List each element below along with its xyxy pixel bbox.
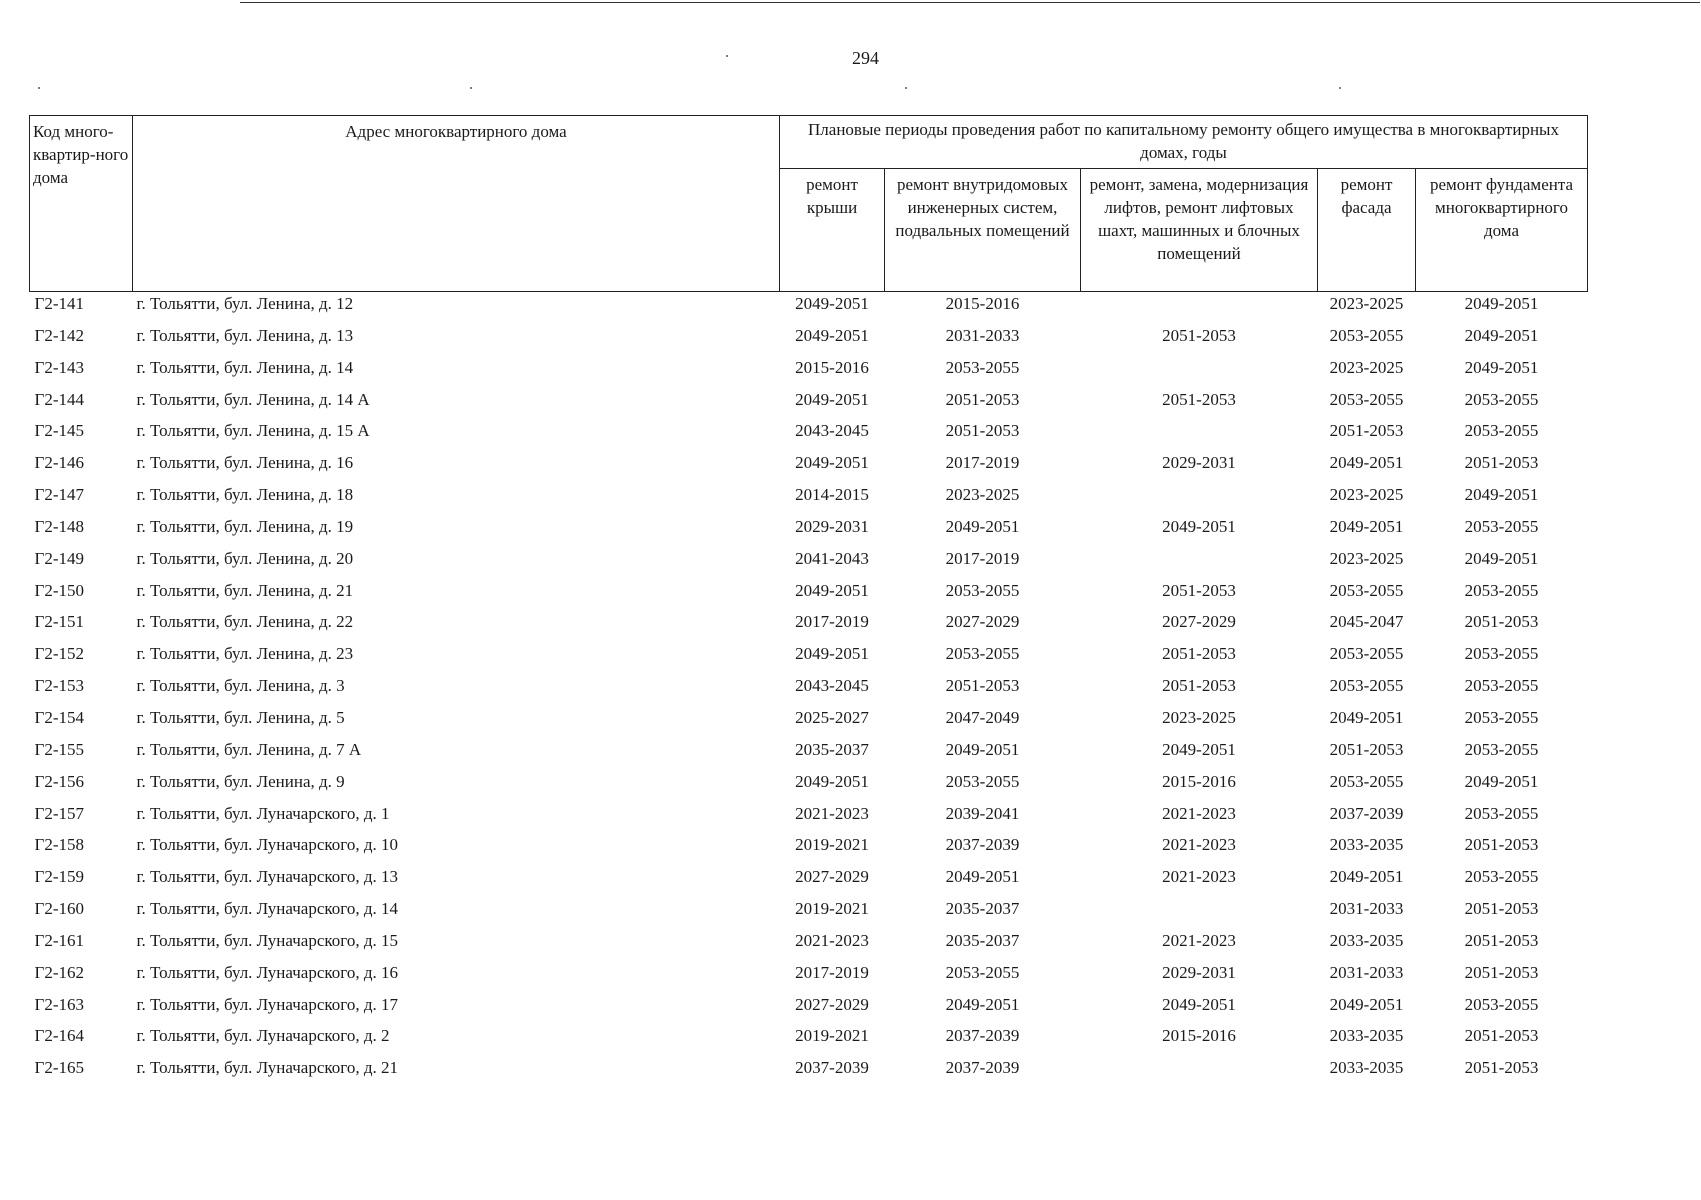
cell-roof: 2043-2045 (795, 421, 869, 441)
table-row (30, 483, 1588, 515)
table-row (30, 324, 1588, 356)
cell-address: г. Тольятти, бул. Ленина, д. 22 (136, 612, 354, 632)
page-number-line (0, 48, 1701, 69)
cell-foundation: 2051-2053 (1464, 1058, 1539, 1078)
cell-lifts (1081, 1056, 1318, 1088)
cell-lifts: 2051-2053 (1162, 644, 1236, 664)
cell-lifts: 2051-2053 (1162, 580, 1236, 600)
table-header (30, 116, 1588, 292)
cell-facade: 2033-2035 (1329, 1058, 1404, 1078)
cell-facade: 2053-2055 (1329, 580, 1404, 600)
cell-facade: 2023-2025 (1329, 294, 1404, 313)
cell-code: Г2-165 (34, 1058, 84, 1078)
cell-code: Г2-157 (34, 803, 84, 823)
cell-foundation: 2049-2051 (1464, 485, 1539, 505)
table-row (30, 515, 1588, 547)
cell-roof: 2049-2051 (795, 389, 869, 409)
cell-lifts: 2049-2051 (1162, 516, 1236, 536)
cell-lifts (1081, 547, 1318, 579)
cell-engineering: 2051-2053 (945, 676, 1020, 696)
cell-foundation: 2053-2055 (1464, 994, 1539, 1014)
cell-lifts: 2023-2025 (1162, 707, 1236, 727)
table-row (30, 419, 1588, 451)
cell-foundation: 2049-2051 (1464, 325, 1539, 345)
cell-code: Г2-162 (34, 962, 84, 982)
table-row (30, 451, 1588, 483)
cell-engineering: 2053-2055 (945, 962, 1020, 982)
cell-foundation: 2053-2055 (1464, 867, 1539, 887)
table-row (30, 1056, 1588, 1088)
cell-code: Г2-159 (34, 867, 84, 887)
cell-address: г. Тольятти, бул. Луначарского, д. 13 (136, 867, 398, 887)
cell-address: г. Тольятти, бул. Луначарского, д. 1 (136, 803, 390, 823)
cell-roof: 2015-2016 (795, 357, 869, 377)
cell-address: г. Тольятти, бул. Ленина, д. 14 А (136, 389, 370, 409)
cell-foundation: 2053-2055 (1464, 580, 1539, 600)
cell-code: Г2-145 (34, 421, 84, 441)
cell-address: г. Тольятти, бул. Луначарского, д. 2 (136, 1026, 390, 1046)
cell-lifts: 2051-2053 (1162, 325, 1236, 345)
cell-roof: 2019-2021 (795, 835, 869, 855)
cell-foundation: 2053-2055 (1464, 803, 1539, 823)
cell-lifts: 2021-2023 (1162, 930, 1236, 950)
cell-code: Г2-148 (34, 516, 84, 536)
cell-engineering: 2027-2029 (945, 612, 1020, 632)
cell-lifts: 2021-2023 (1162, 867, 1236, 887)
cell-foundation: 2051-2053 (1464, 453, 1539, 473)
cell-facade: 2033-2035 (1329, 835, 1404, 855)
header-roof: ремонт крыши (780, 169, 885, 292)
cell-roof: 2041-2043 (795, 548, 869, 568)
cell-address: г. Тольятти, бул. Ленина, д. 21 (136, 580, 354, 600)
cell-roof: 2025-2027 (795, 707, 869, 727)
cell-code: Г2-155 (34, 739, 84, 759)
cell-roof: 2049-2051 (795, 644, 869, 664)
cell-address: г. Тольятти, бул. Луначарского, д. 17 (136, 994, 398, 1014)
scan-speck (38, 87, 40, 89)
cell-facade: 2051-2053 (1329, 421, 1404, 441)
table-row (30, 292, 1588, 324)
cell-lifts: 2029-2031 (1162, 453, 1236, 473)
cell-roof: 2019-2021 (795, 899, 869, 919)
cell-roof: 2014-2015 (795, 485, 869, 505)
cell-foundation: 2053-2055 (1464, 389, 1539, 409)
cell-address: г. Тольятти, бул. Ленина, д. 12 (136, 294, 354, 313)
cell-engineering: 2049-2051 (945, 739, 1020, 759)
cell-code: Г2-152 (34, 644, 84, 664)
table-row (30, 610, 1588, 642)
cell-engineering: 2049-2051 (945, 994, 1020, 1014)
cell-facade: 2033-2035 (1329, 1026, 1404, 1046)
cell-engineering: 2035-2037 (945, 899, 1020, 919)
cell-lifts: 2015-2016 (1162, 1026, 1236, 1046)
cell-roof: 2035-2037 (795, 739, 869, 759)
cell-address: г. Тольятти, бул. Ленина, д. 7 А (136, 739, 362, 759)
table-row (30, 356, 1588, 388)
cell-facade: 2031-2033 (1329, 899, 1404, 919)
cell-code: Г2-141 (34, 294, 84, 313)
cell-code: Г2-153 (34, 676, 84, 696)
cell-code: Г2-158 (34, 835, 84, 855)
header-engineering: ремонт внутридомовых инженерных систем, подвальных помещений (885, 169, 1081, 292)
cell-foundation: 2049-2051 (1464, 294, 1539, 313)
cell-code: Г2-150 (34, 580, 84, 600)
scan-speck (470, 87, 472, 89)
cell-engineering: 2049-2051 (945, 516, 1020, 536)
cell-roof: 2017-2019 (795, 612, 869, 632)
cell-address: г. Тольятти, бул. Ленина, д. 23 (136, 644, 354, 664)
cell-engineering: 2037-2039 (945, 1058, 1020, 1078)
cell-foundation: 2051-2053 (1464, 930, 1539, 950)
table-row (30, 833, 1588, 865)
cell-roof: 2049-2051 (795, 580, 869, 600)
table-row (30, 770, 1588, 802)
cell-facade: 2049-2051 (1329, 994, 1404, 1014)
table-body (30, 292, 1588, 1089)
cell-lifts: 2027-2029 (1162, 612, 1236, 632)
scan-speck (726, 55, 728, 57)
cell-roof: 2043-2045 (795, 676, 869, 696)
cell-facade: 2023-2025 (1329, 548, 1404, 568)
cell-code: Г2-164 (34, 1026, 84, 1046)
cell-roof: 2029-2031 (795, 516, 869, 536)
cell-facade: 2051-2053 (1329, 739, 1404, 759)
cell-code: Г2-154 (34, 707, 84, 727)
cell-lifts: 2029-2031 (1162, 962, 1236, 982)
cell-facade: 2045-2047 (1329, 612, 1404, 632)
cell-address: г. Тольятти, бул. Луначарского, д. 16 (136, 962, 398, 982)
table-row (30, 706, 1588, 738)
cell-roof: 2021-2023 (795, 930, 869, 950)
cell-engineering: 2031-2033 (945, 325, 1020, 345)
cell-address: г. Тольятти, бул. Ленина, д. 19 (136, 516, 354, 536)
cell-engineering: 2017-2019 (945, 453, 1020, 473)
cell-roof: 2027-2029 (795, 867, 869, 887)
cell-foundation: 2053-2055 (1464, 421, 1539, 441)
cell-roof: 2049-2051 (795, 325, 869, 345)
cell-code: Г2-146 (34, 453, 84, 473)
cell-roof: 2019-2021 (795, 1026, 869, 1046)
scan-speck (1339, 87, 1341, 89)
table-row (30, 642, 1588, 674)
cell-engineering: 2017-2019 (945, 548, 1020, 568)
cell-foundation: 2051-2053 (1464, 612, 1539, 632)
cell-engineering: 2037-2039 (945, 835, 1020, 855)
cell-lifts (1081, 483, 1318, 515)
top-border-rule (240, 2, 1700, 3)
cell-address: г. Тольятти, бул. Ленина, д. 3 (136, 676, 345, 696)
header-address: Адрес многоквартирного дома (133, 116, 780, 292)
cell-engineering: 2053-2055 (945, 580, 1020, 600)
cell-address: г. Тольятти, бул. Ленина, д. 15 А (136, 421, 370, 441)
cell-foundation: 2049-2051 (1464, 548, 1539, 568)
table-row (30, 961, 1588, 993)
cell-roof: 2037-2039 (795, 1058, 869, 1078)
table-row (30, 547, 1588, 579)
cell-engineering: 2053-2055 (945, 644, 1020, 664)
table-row (30, 1024, 1588, 1056)
cell-code: Г2-156 (34, 771, 84, 791)
page-number: 294 (852, 48, 879, 68)
cell-facade: 2023-2025 (1329, 357, 1404, 377)
cell-address: г. Тольятти, бул. Луначарского, д. 21 (136, 1058, 398, 1078)
table-row (30, 738, 1588, 770)
cell-roof: 2027-2029 (795, 994, 869, 1014)
cell-engineering: 2039-2041 (945, 803, 1020, 823)
cell-code: Г2-149 (34, 548, 84, 568)
cell-facade: 2053-2055 (1329, 389, 1404, 409)
cell-address: г. Тольятти, бул. Ленина, д. 14 (136, 357, 354, 377)
cell-address: г. Тольятти, бул. Луначарского, д. 10 (136, 835, 398, 855)
cell-facade: 2053-2055 (1329, 644, 1404, 664)
cell-facade: 2031-2033 (1329, 962, 1404, 982)
capital-repair-table (29, 115, 1588, 1088)
cell-facade: 2049-2051 (1329, 453, 1404, 473)
cell-lifts: 2021-2023 (1162, 835, 1236, 855)
header-foundation: ремонт фундамента многоквартирного дома (1416, 169, 1588, 292)
header-code: Код много-квартир-ного дома (30, 116, 133, 292)
cell-roof: 2021-2023 (795, 803, 869, 823)
cell-engineering: 2023-2025 (945, 485, 1020, 505)
scan-speck (905, 87, 907, 89)
cell-code: Г2-147 (34, 485, 84, 505)
cell-lifts: 2049-2051 (1162, 994, 1236, 1014)
cell-code: Г2-161 (34, 930, 84, 950)
cell-engineering: 2047-2049 (945, 707, 1020, 727)
table-row (30, 579, 1588, 611)
cell-code: Г2-142 (34, 325, 84, 345)
header-lifts: ремонт, замена, модернизация лифтов, ремонт лифтовых шахт, машинных и блочных помещений (1081, 169, 1318, 292)
cell-code: Г2-163 (34, 994, 84, 1014)
cell-address: г. Тольятти, бул. Ленина, д. 5 (136, 707, 345, 727)
cell-code: Г2-143 (34, 357, 84, 377)
table-row (30, 865, 1588, 897)
cell-address: г. Тольятти, бул. Ленина, д. 9 (136, 771, 345, 791)
table-row (30, 674, 1588, 706)
cell-facade: 2033-2035 (1329, 930, 1404, 950)
cell-engineering: 2053-2055 (945, 771, 1020, 791)
cell-foundation: 2053-2055 (1464, 739, 1539, 759)
cell-engineering: 2051-2053 (945, 421, 1020, 441)
cell-code: Г2-160 (34, 899, 84, 919)
cell-lifts (1081, 897, 1318, 929)
table-row (30, 929, 1588, 961)
table-row (30, 802, 1588, 834)
cell-engineering: 2035-2037 (945, 930, 1020, 950)
cell-lifts (1081, 356, 1318, 388)
cell-facade: 2049-2051 (1329, 516, 1404, 536)
cell-facade: 2053-2055 (1329, 771, 1404, 791)
cell-roof: 2017-2019 (795, 962, 869, 982)
cell-engineering: 2053-2055 (945, 357, 1020, 377)
cell-foundation: 2051-2053 (1464, 962, 1539, 982)
cell-foundation: 2051-2053 (1464, 1026, 1539, 1046)
cell-foundation: 2053-2055 (1464, 676, 1539, 696)
header-periods: Плановые периоды проведения работ по капитальному ремонту общего имущества в многоквартирных домах, годы (780, 116, 1588, 169)
table-row (30, 897, 1588, 929)
cell-address: г. Тольятти, бул. Ленина, д. 16 (136, 453, 354, 473)
cell-address: г. Тольятти, бул. Ленина, д. 18 (136, 485, 354, 505)
cell-foundation: 2053-2055 (1464, 516, 1539, 536)
header-facade: ремонт фасада (1318, 169, 1416, 292)
cell-engineering: 2049-2051 (945, 867, 1020, 887)
cell-engineering: 2015-2016 (945, 294, 1020, 313)
table-row (30, 993, 1588, 1025)
cell-address: г. Тольятти, бул. Ленина, д. 20 (136, 548, 354, 568)
cell-foundation: 2051-2053 (1464, 835, 1539, 855)
cell-foundation: 2049-2051 (1464, 771, 1539, 791)
cell-lifts: 2049-2051 (1162, 739, 1236, 759)
cell-facade: 2053-2055 (1329, 325, 1404, 345)
cell-foundation: 2053-2055 (1464, 644, 1539, 664)
cell-lifts: 2051-2053 (1162, 676, 1236, 696)
cell-facade: 2049-2051 (1329, 867, 1404, 887)
cell-foundation: 2053-2055 (1464, 707, 1539, 727)
cell-engineering: 2051-2053 (945, 389, 1020, 409)
cell-foundation: 2051-2053 (1464, 899, 1539, 919)
cell-facade: 2049-2051 (1329, 707, 1404, 727)
cell-code: Г2-144 (34, 389, 84, 409)
cell-facade: 2023-2025 (1329, 485, 1404, 505)
cell-address: г. Тольятти, бул. Ленина, д. 13 (136, 325, 354, 345)
cell-lifts (1081, 292, 1318, 324)
cell-roof: 2049-2051 (795, 294, 869, 313)
cell-foundation: 2049-2051 (1464, 357, 1539, 377)
cell-code: Г2-151 (34, 612, 84, 632)
cell-lifts: 2021-2023 (1162, 803, 1236, 823)
cell-roof: 2049-2051 (795, 771, 869, 791)
cell-lifts: 2015-2016 (1162, 771, 1236, 791)
cell-facade: 2053-2055 (1329, 676, 1404, 696)
cell-lifts: 2051-2053 (1162, 389, 1236, 409)
cell-engineering: 2037-2039 (945, 1026, 1020, 1046)
cell-roof: 2049-2051 (795, 453, 869, 473)
cell-lifts (1081, 419, 1318, 451)
cell-address: г. Тольятти, бул. Луначарского, д. 14 (136, 899, 398, 919)
cell-facade: 2037-2039 (1329, 803, 1404, 823)
table-row (30, 388, 1588, 420)
cell-address: г. Тольятти, бул. Луначарского, д. 15 (136, 930, 398, 950)
